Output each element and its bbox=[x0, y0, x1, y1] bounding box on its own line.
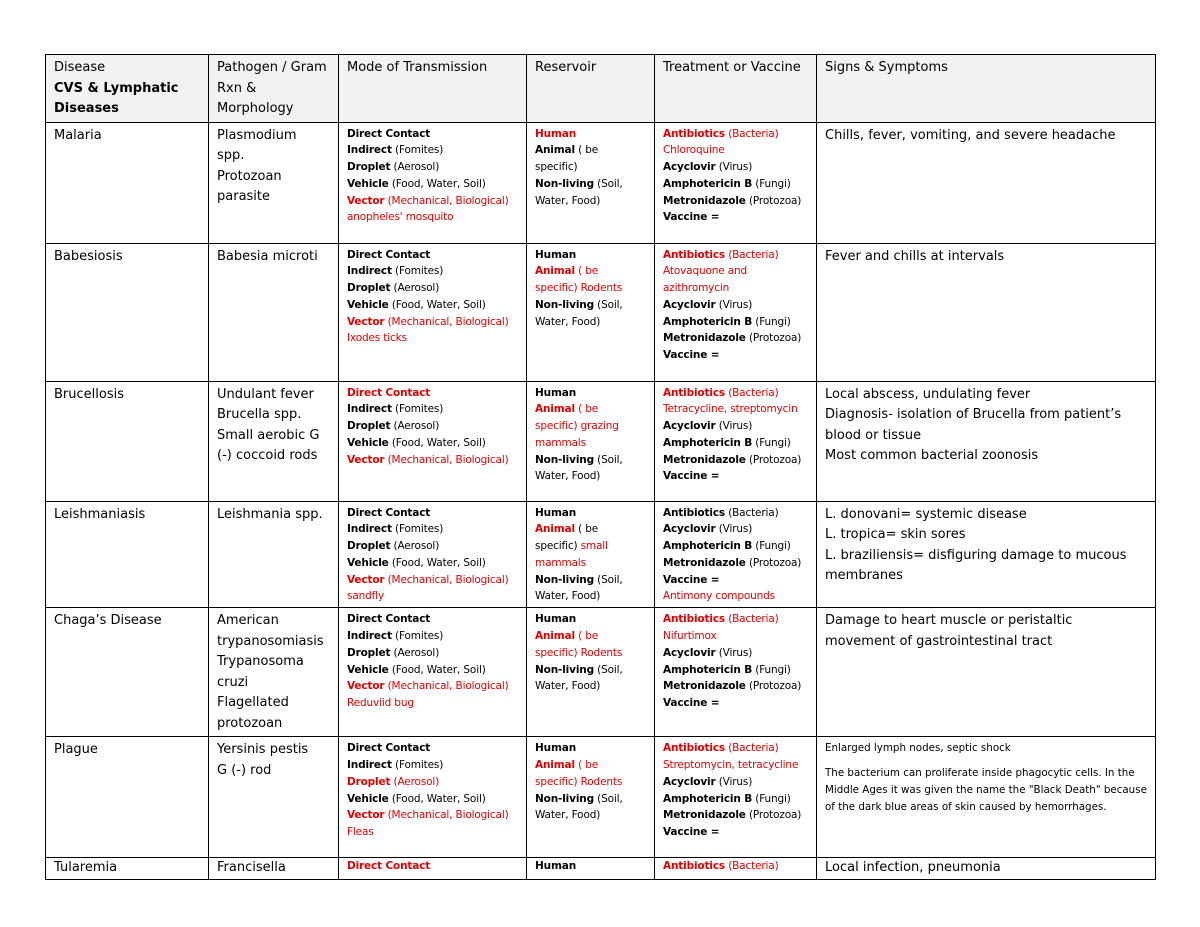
pathogen-cell: Plasmodium spp. Protozoan parasite bbox=[209, 122, 339, 243]
table-row bbox=[46, 858, 1156, 880]
pathogen-cell: Francisella bbox=[209, 858, 339, 880]
disease-name: Brucellosis bbox=[46, 381, 209, 501]
signs-cell: Local infection, pneumonia bbox=[817, 858, 1156, 880]
mode-cell: Direct Contact bbox=[339, 858, 527, 880]
signs-cell: L. donovani= systemic disease L. tropica= skin sores L. braziliensis= disfiguring damage to mucous membranes bbox=[817, 501, 1156, 608]
header-mode: Mode of Transmission bbox=[339, 55, 527, 123]
treatment-cell: Antibiotics (Bacteria) Chloroquine Acyclovir (Virus) Amphotericin B (Fungi) Metronidazole (Protozoa) Vaccine = bbox=[655, 122, 817, 243]
signs-cell: Fever and chills at intervals bbox=[817, 243, 1156, 381]
treatment-cell: Antibiotics (Bacteria) Nifurtimox Acyclovir (Virus) Amphotericin B (Fungi) Metronidazole (Protozoa) Vaccine = bbox=[655, 608, 817, 737]
reservoir-cell: Human Animal ( be specific) Non-living (Soil, Water, Food) bbox=[527, 122, 655, 243]
signs-cell: Chills, fever, vomiting, and severe headache bbox=[817, 122, 1156, 243]
reservoir-cell: Human Animal ( be specific) Rodents Non-living (Soil, Water, Food) bbox=[527, 243, 655, 381]
pathogen-cell: American trypanosomiasis Trypanosoma cruzi Flagellated protozoan bbox=[209, 608, 339, 737]
table-row bbox=[46, 243, 1156, 381]
mode-cell: Direct Contact Indirect (Fomites) Droplet (Aerosol) Vehicle (Food, Water, Soil) Vector (Mechanical, Biological) bbox=[339, 381, 527, 501]
signs-cell: Damage to heart muscle or peristaltic movement of gastrointestinal tract bbox=[817, 608, 1156, 737]
header-pathogen: Pathogen / Gram Rxn & Morphology bbox=[209, 55, 339, 123]
pathogen-cell: Undulant fever Brucella spp. Small aerobic G (-) coccoid rods bbox=[209, 381, 339, 501]
treatment-cell: Antibiotics (Bacteria) Tetracycline, streptomycin Acyclovir (Virus) Amphotericin B (Fungi) Metronidazole (Protozoa) Vaccine = bbox=[655, 381, 817, 501]
pathogen-cell: Babesia microti bbox=[209, 243, 339, 381]
reservoir-cell: Human Animal ( be specific) Rodents Non-living (Soil, Water, Food) bbox=[527, 737, 655, 858]
table-row bbox=[46, 122, 1156, 243]
mode-cell: Direct Contact Indirect (Fomites) Droplet (Aerosol) Vehicle (Food, Water, Soil) Vector (Mechanical, Biological) sandfly bbox=[339, 501, 527, 608]
treatment-cell: Antibiotics (Bacteria) Acyclovir (Virus) Amphotericin B (Fungi) Metronidazole (Protozoa) Vaccine = Antimony compounds bbox=[655, 501, 817, 608]
treatment-cell: Antibiotics (Bacteria) Atovaquone and azithromycin Acyclovir (Virus) Amphotericin B (Fungi) Metronidazole (Protozoa) Vaccine = bbox=[655, 243, 817, 381]
reservoir-cell: Human Animal ( be specific) grazing mammals Non-living (Soil, Water, Food) bbox=[527, 381, 655, 501]
disease-name: Tularemia bbox=[46, 858, 209, 880]
header-treatment: Treatment or Vaccine bbox=[655, 55, 817, 123]
header-signs: Signs & Symptoms bbox=[817, 55, 1156, 123]
table-row bbox=[46, 737, 1156, 858]
disease-name: Malaria bbox=[46, 122, 209, 243]
mode-cell: Direct Contact Indirect (Fomites) Droplet (Aerosol) Vehicle (Food, Water, Soil) Vector (Mechanical, Biological) anopheles' mosquito bbox=[339, 122, 527, 243]
pathogen-cell: Leishmania spp. bbox=[209, 501, 339, 608]
mode-cell: Direct Contact Indirect (Fomites) Droplet (Aerosol) Vehicle (Food, Water, Soil) Vector (Mechanical, Biological) Reduviid bug bbox=[339, 608, 527, 737]
disease-name: Plague bbox=[46, 737, 209, 858]
disease-table bbox=[45, 54, 1156, 880]
disease-name: Chaga’s Disease bbox=[46, 608, 209, 737]
mode-cell: Direct Contact Indirect (Fomites) Droplet (Aerosol) Vehicle (Food, Water, Soil) Vector (Mechanical, Biological) Ixodes ticks bbox=[339, 243, 527, 381]
signs-cell: Local abscess, undulating fever Diagnosis- isolation of Brucella from patient’s blood or tissue Most common bacterial zoonosis bbox=[817, 381, 1156, 501]
header-disease: Disease CVS & Lymphatic Diseases bbox=[46, 55, 209, 123]
table-row bbox=[46, 501, 1156, 608]
disease-name: Leishmaniasis bbox=[46, 501, 209, 608]
treatment-cell: Antibiotics (Bacteria) Streptomycin, tetracycline Acyclovir (Virus) Amphotericin B (Fungi) Metronidazole (Protozoa) Vaccine = bbox=[655, 737, 817, 858]
reservoir-cell: Human bbox=[527, 858, 655, 880]
table-row bbox=[46, 381, 1156, 501]
header-row bbox=[46, 55, 1156, 123]
reservoir-cell: Human Animal ( be specific) Rodents Non-living (Soil, Water, Food) bbox=[527, 608, 655, 737]
pathogen-cell: Yersinis pestis G (-) rod bbox=[209, 737, 339, 858]
header-reservoir: Reservoir bbox=[527, 55, 655, 123]
mode-cell: Direct Contact Indirect (Fomites) Droplet (Aerosol) Vehicle (Food, Water, Soil) Vector (Mechanical, Biological) Fleas bbox=[339, 737, 527, 858]
reservoir-cell: Human Animal ( be specific) small mammals Non-living (Soil, Water, Food) bbox=[527, 501, 655, 608]
disease-name: Babesiosis bbox=[46, 243, 209, 381]
signs-cell: Enlarged lymph nodes, septic shock The bacterium can proliferate inside phagocytic cells. In the Middle Ages it was given the name the "Black Death" because of the dark blue areas of skin caused by hemorrhages. bbox=[817, 737, 1156, 858]
treatment-cell: Antibiotics (Bacteria) bbox=[655, 858, 817, 880]
table-row bbox=[46, 608, 1156, 737]
